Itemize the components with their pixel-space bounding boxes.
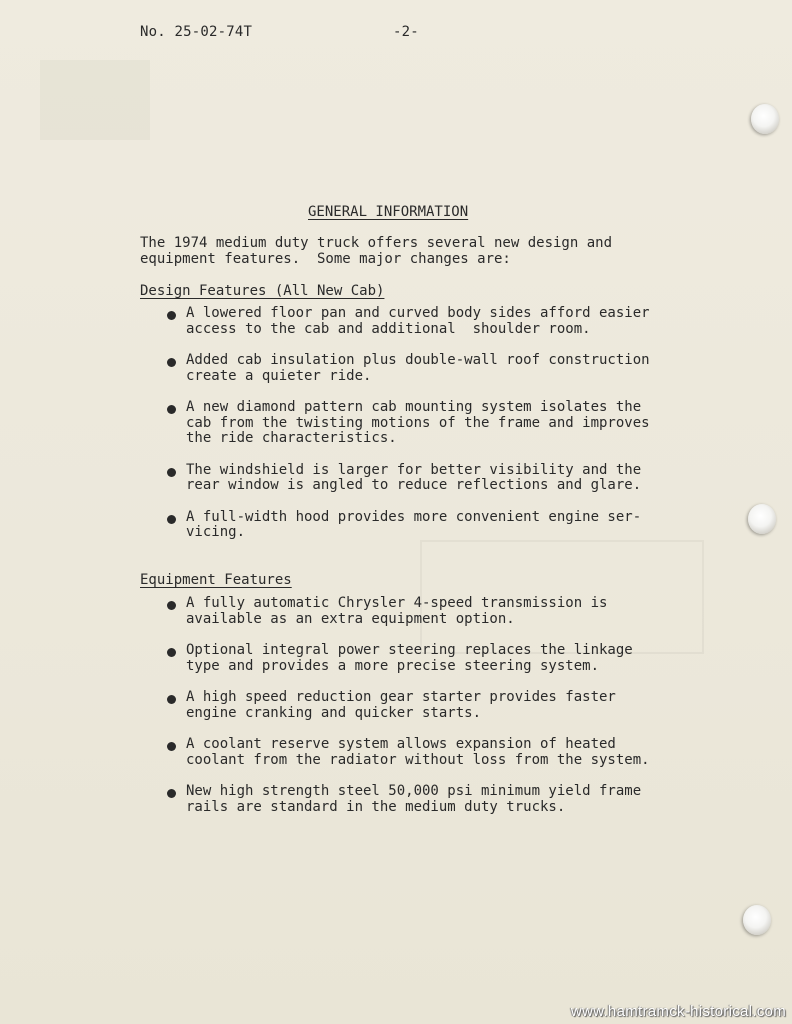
page-title: GENERAL INFORMATION bbox=[308, 204, 469, 220]
list-item bbox=[167, 596, 727, 627]
list-item bbox=[167, 784, 727, 815]
document-number: No. 25-02-74T bbox=[140, 24, 253, 40]
list-item bbox=[167, 353, 727, 384]
list-item-text: A lowered floor pan and curved body sides afford easier access to the cab and additional shoulder room. bbox=[186, 305, 650, 337]
site-watermark: www.hamtramck-historical.com bbox=[570, 1003, 786, 1020]
binder-hole-bottom bbox=[743, 905, 771, 935]
bullet-icon bbox=[167, 311, 176, 320]
list-item bbox=[167, 306, 727, 337]
intro-paragraph: The 1974 medium duty truck offers several new design and equipment features. Some major changes are: bbox=[140, 235, 613, 267]
list-item-text: Added cab insulation plus double-wall roof construction create a quieter ride. bbox=[186, 352, 650, 384]
bullet-icon bbox=[167, 601, 176, 610]
equipment-features-heading: Equipment Features bbox=[140, 572, 292, 588]
list-item-text: Optional integral power steering replaces the linkage type and provides a more precise steering system. bbox=[186, 642, 633, 674]
equipment-features-list bbox=[167, 596, 727, 831]
list-item-text: A new diamond pattern cab mounting system isolates the cab from the twisting motions of the frame and improves the ride characteristics. bbox=[186, 399, 650, 446]
list-item bbox=[167, 463, 727, 494]
bleed-through-shape bbox=[40, 60, 150, 140]
list-item bbox=[167, 690, 727, 721]
list-item-text: A coolant reserve system allows expansion of heated coolant from the radiator without loss from the system. bbox=[186, 736, 650, 768]
list-item bbox=[167, 400, 727, 447]
bullet-icon bbox=[167, 742, 176, 751]
bullet-icon bbox=[167, 405, 176, 414]
bullet-icon bbox=[167, 789, 176, 798]
design-features-list bbox=[167, 306, 727, 557]
binder-hole-middle bbox=[748, 504, 776, 534]
list-item bbox=[167, 643, 727, 674]
list-item-text: A fully automatic Chrysler 4-speed transmission is available as an extra equipment option. bbox=[186, 595, 608, 627]
page-number: -2- bbox=[393, 24, 419, 40]
list-item bbox=[167, 737, 727, 768]
list-item bbox=[167, 510, 727, 541]
list-item-text: A high speed reduction gear starter provides faster engine cranking and quicker starts. bbox=[186, 689, 616, 721]
list-item-text: A full-width hood provides more convenient engine ser- vicing. bbox=[186, 508, 642, 540]
list-item-text: New high strength steel 50,000 psi minimum yield frame rails are standard in the medium duty trucks. bbox=[186, 783, 642, 815]
bullet-icon bbox=[167, 358, 176, 367]
design-features-heading: Design Features (All New Cab) bbox=[140, 283, 385, 299]
bullet-icon bbox=[167, 515, 176, 524]
list-item-text: The windshield is larger for better visibility and the rear window is angled to reduce reflections and glare. bbox=[186, 461, 642, 493]
binder-hole-top bbox=[751, 104, 779, 134]
bullet-icon bbox=[167, 695, 176, 704]
bullet-icon bbox=[167, 468, 176, 477]
bullet-icon bbox=[167, 648, 176, 657]
